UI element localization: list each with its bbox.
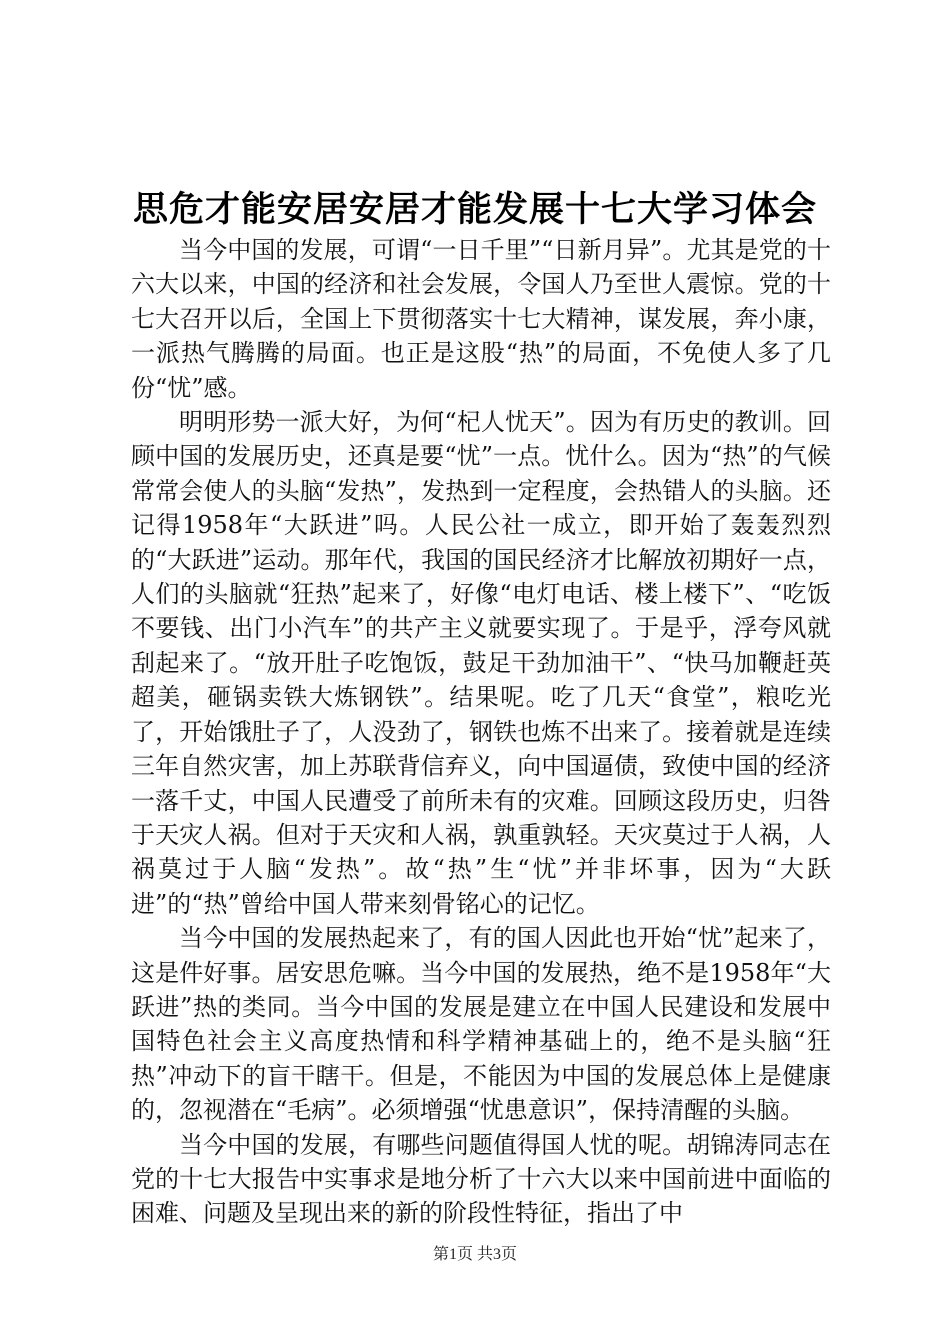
paragraph: 当今中国的发展，有哪些问题值得国人忧的呢。胡锦涛同志在党的十七大报告中实事求是地分析了十六大以来中国前进中面临的困难、问题及呈现出来的新的阶段性特征，指出了中 bbox=[131, 1130, 831, 1228]
page-number-footer: 第1页 共3页 bbox=[432, 1246, 517, 1263]
paragraph: 当今中国的发展热起来了，有的国人因此也开始“忧”起来了，这是件好事。居安思危嘛。当今中国的发展热，绝不是1958年“大跃进”热的类同。当今中国的发展是建立在中国人民建设和发展中国特色社会主义高度热情和科学精神基础上的，绝不是头脑“狂热”冲动下的盲干瞎干。但是，不能因为中国的发展总体上是健康的，忽视潜在“毛病”。必须增强“忧患意识”，保持清醒的头脑。 bbox=[131, 924, 831, 1125]
document-title: 思危才能安居安居才能发展十七大学习体会 bbox=[132, 189, 817, 230]
paragraph: 当今中国的发展，可谓“一日千里”“日新月异”。尤其是党的十六大以来，中国的经济和社会发展，令国人乃至世人震惊。党的十七大召开以后，全国上下贯彻落实十七大精神，谋发展，奔小康，一派热气腾腾的局面。也正是这股“热”的局面，不免使人多了几份“忧”感。 bbox=[131, 236, 831, 402]
paragraph: 明明形势一派大好，为何“杞人忧天”。因为有历史的教训。回顾中国的发展历史，还真是要“忧”一点。忧什么。因为“热”的气候常常会使人的头脑“发热”，发热到一定程度，会热错人的头脑。还记得1958年“大跃进”吗。人民公社一成立，即开始了轰轰烈烈的“大跃进”运动。那年代，我国的国民经济才比解放初期好一点，人们的头脑就“狂热”起来了，好像“电灯电话、楼上楼下”、“吃饭不要钱、出门小汽车”的共产主义就要实现了。于是乎，浮夸风就刮起来了。“放开肚子吃饱饭，鼓足干劲加油干”、“快马加鞭赶英超美，砸锅卖铁大炼钢铁”。结果呢。吃了几天“食堂”，粮吃光了，开始饿肚子了，人没劲了，钢铁也炼不出来了。接着就是连续三年自然灾害，加上苏联背信弃义，向中国逼债，致使中国的经济一落千丈，中国人民遭受了前所未有的灾难。回顾这段历史，归咎于天灾人祸。但对于天灾和人祸，孰重孰轻。天灾莫过于人祸，人祸莫过于人脑“发热”。故“热”生“忧”并非坏事，因为“大跃进”的“热”曾给中国人带来刻骨铭心的记忆。 bbox=[131, 408, 831, 918]
document-body bbox=[131, 233, 831, 1231]
